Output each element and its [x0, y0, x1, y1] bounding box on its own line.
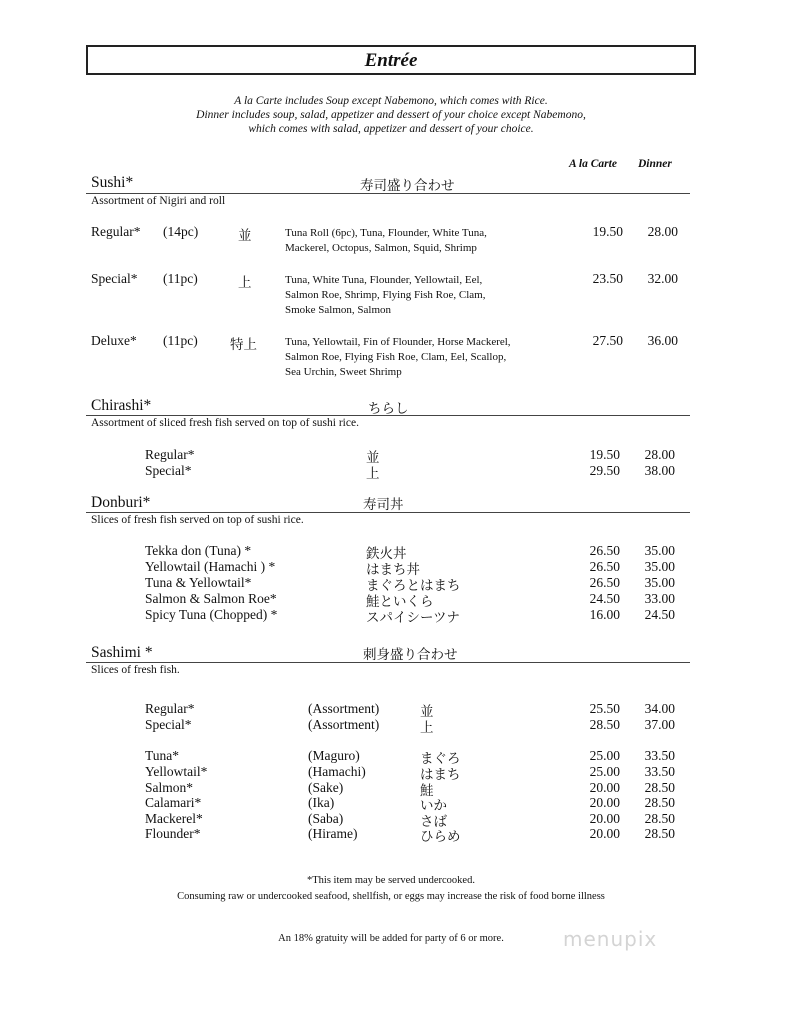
donburi-section-divider	[86, 512, 690, 513]
page-title: Entrée	[86, 45, 696, 75]
sashimi-item-name: Flounder*	[145, 826, 201, 841]
chirashi-special-jp: 上	[366, 466, 380, 482]
sashimi-item-name: Special*	[145, 717, 192, 732]
sashimi-item-jp: 並	[420, 704, 434, 720]
chirashi-regular-alacarte-price: 19.50	[589, 447, 620, 462]
sashimi-item-alacarte-price: 20.00	[589, 795, 620, 810]
gratuity-note: An 18% gratuity will be added for party of 6 or more.	[278, 933, 504, 944]
intro-line-2: Dinner includes soup, salad, appetizer and dessert of your choice except Nabemono,	[196, 109, 586, 121]
sashimi-item-dinner-price: 37.00	[644, 717, 675, 732]
donburi-item-alacarte-price: 26.50	[589, 543, 620, 558]
donburi-section-desc: Slices of fresh fish served on top of sushi rice.	[91, 514, 304, 526]
sashimi-item-jp: はまち	[420, 767, 461, 783]
sashimi-item-dinner-price: 28.50	[644, 780, 675, 795]
sashimi-item-alacarte-price: 20.00	[589, 826, 620, 841]
sashimi-item-alacarte-price: 25.00	[589, 764, 620, 779]
chirashi-section-divider	[86, 415, 690, 416]
sashimi-section-divider	[86, 662, 690, 663]
sashimi-section-desc: Slices of fresh fish.	[91, 664, 180, 676]
column-header-alacarte: A la Carte	[569, 158, 617, 170]
intro-line-3: which comes with salad, appetizer and dessert of your choice.	[248, 123, 534, 135]
sushi-regular-desc-line-1: Tuna Roll (6pc), Tuna, Flounder, White Tuna,	[285, 227, 487, 239]
sashimi-item-dinner-price: 28.50	[644, 811, 675, 826]
sushi-section-divider	[86, 193, 690, 194]
donburi-item-jp: 鮭といくら	[366, 594, 434, 610]
sashimi-item-dinner-price: 33.50	[644, 748, 675, 763]
sushi-regular-dinner-price: 28.00	[647, 224, 678, 239]
sashimi-item-alt-name: (Assortment)	[308, 717, 380, 732]
sashimi-item-name: Yellowtail*	[145, 764, 208, 779]
undercooked-note: *This item may be served undercooked.	[307, 875, 475, 886]
sashimi-item-dinner-price: 34.00	[644, 701, 675, 716]
sashimi-item-name: Salmon*	[145, 780, 194, 795]
sushi-special-desc-line-2: Salmon Roe, Shrimp, Flying Fish Roe, Clam,	[285, 289, 486, 301]
sashimi-item-dinner-price: 28.50	[644, 795, 675, 810]
sashimi-item-jp: まぐろ	[420, 751, 461, 767]
donburi-section-jp: 寿司丼	[363, 497, 404, 513]
sashimi-item-alt-name: (Maguro)	[308, 748, 360, 763]
donburi-item-dinner-price: 33.00	[644, 591, 675, 606]
sashimi-item-name: Tuna*	[145, 748, 180, 763]
sushi-section-desc: Assortment of Nigiri and roll	[91, 195, 226, 207]
sashimi-item-jp: ひらめ	[420, 829, 461, 845]
sushi-deluxe-pieces: (11pc)	[163, 333, 198, 348]
donburi-item-jp: はまち丼	[366, 562, 420, 578]
sashimi-item-alacarte-price: 25.00	[589, 748, 620, 763]
sashimi-item-name: Mackerel*	[145, 811, 203, 826]
sushi-special-dinner-price: 32.00	[647, 271, 678, 286]
sushi-regular-jp: 並	[238, 228, 252, 244]
sushi-special-name: Special*	[91, 271, 138, 286]
donburi-item-dinner-price: 35.00	[644, 543, 675, 558]
donburi-item-alacarte-price: 16.00	[589, 607, 620, 622]
sushi-section-title: Sushi*	[91, 174, 134, 191]
sushi-regular-alacarte-price: 19.50	[592, 224, 623, 239]
sashimi-item-jp: さば	[420, 814, 447, 830]
sushi-regular-name: Regular*	[91, 224, 141, 239]
donburi-section-title: Donburi*	[91, 494, 151, 511]
health-warning: Consuming raw or undercooked seafood, shellfish, or eggs may increase the risk of food borne illness	[177, 891, 605, 902]
sashimi-item-dinner-price: 33.50	[644, 764, 675, 779]
sashimi-item-jp: 上	[420, 720, 434, 736]
donburi-item-dinner-price: 35.00	[644, 575, 675, 590]
donburi-item-jp: 鉄火丼	[366, 546, 407, 562]
chirashi-section-desc: Assortment of sliced fresh fish served on top of sushi rice.	[91, 417, 359, 429]
donburi-item-name: Salmon & Salmon Roe*	[145, 591, 277, 606]
sushi-deluxe-name: Deluxe*	[91, 333, 137, 348]
sushi-regular-pieces: (14pc)	[163, 224, 199, 239]
sashimi-section-jp: 刺身盛り合わせ	[363, 647, 458, 663]
chirashi-special-name: Special*	[145, 463, 192, 478]
sashimi-item-alt-name: (Assortment)	[308, 701, 380, 716]
menupix-watermark: menupix	[563, 927, 658, 951]
donburi-item-alacarte-price: 26.50	[589, 559, 620, 574]
donburi-item-dinner-price: 24.50	[644, 607, 675, 622]
donburi-item-jp: まぐろとはまち	[366, 578, 461, 594]
donburi-item-name: Tekka don (Tuna) *	[145, 543, 252, 558]
sashimi-item-alacarte-price: 20.00	[589, 811, 620, 826]
sashimi-item-dinner-price: 28.50	[644, 826, 675, 841]
chirashi-special-dinner-price: 38.00	[644, 463, 675, 478]
column-header-dinner: Dinner	[638, 158, 672, 170]
sushi-regular-desc-line-2: Mackerel, Octopus, Salmon, Squid, Shrimp	[285, 242, 477, 254]
donburi-item-name: Spicy Tuna (Chopped) *	[145, 607, 278, 622]
sashimi-item-name: Calamari*	[145, 795, 202, 810]
chirashi-special-alacarte-price: 29.50	[589, 463, 620, 478]
chirashi-section-title: Chirashi*	[91, 397, 152, 414]
sashimi-item-alt-name: (Hirame)	[308, 826, 358, 841]
sushi-deluxe-jp: 特上	[230, 337, 257, 353]
chirashi-regular-jp: 並	[366, 450, 380, 466]
sashimi-item-jp: いか	[420, 798, 447, 814]
sashimi-section-title: Sashimi *	[91, 644, 153, 661]
sushi-deluxe-desc-line-2: Salmon Roe, Flying Fish Roe, Clam, Eel, Scallop,	[285, 351, 507, 363]
donburi-item-alacarte-price: 26.50	[589, 575, 620, 590]
sushi-special-pieces: (11pc)	[163, 271, 198, 286]
sashimi-item-alt-name: (Saba)	[308, 811, 344, 826]
intro-line-1: A la Carte includes Soup except Nabemono, which comes with Rice.	[234, 95, 548, 107]
sashimi-item-alt-name: (Hamachi)	[308, 764, 366, 779]
sushi-deluxe-alacarte-price: 27.50	[592, 333, 623, 348]
sashimi-item-jp: 鮭	[420, 783, 434, 799]
donburi-item-name: Yellowtail (Hamachi ) *	[145, 559, 276, 574]
sushi-deluxe-desc-line-1: Tuna, Yellowtail, Fin of Flounder, Horse Mackerel,	[285, 336, 511, 348]
donburi-item-alacarte-price: 24.50	[589, 591, 620, 606]
sashimi-item-name: Regular*	[145, 701, 195, 716]
sashimi-item-alacarte-price: 28.50	[589, 717, 620, 732]
sashimi-item-alacarte-price: 20.00	[589, 780, 620, 795]
sushi-special-desc-line-3: Smoke Salmon, Salmon	[285, 304, 392, 316]
sashimi-item-alt-name: (Ika)	[308, 795, 335, 810]
sushi-special-jp: 上	[238, 275, 252, 291]
sushi-deluxe-desc-line-3: Sea Urchin, Sweet Shrimp	[285, 366, 402, 378]
chirashi-section-jp: ちらし	[368, 401, 409, 417]
donburi-item-dinner-price: 35.00	[644, 559, 675, 574]
sashimi-item-alacarte-price: 25.50	[589, 701, 620, 716]
sushi-section-jp: 寿司盛り合わせ	[360, 178, 455, 194]
sushi-special-desc-line-1: Tuna, White Tuna, Flounder, Yellowtail, Eel,	[285, 274, 483, 286]
donburi-item-name: Tuna & Yellowtail*	[145, 575, 252, 590]
sushi-deluxe-dinner-price: 36.00	[647, 333, 678, 348]
sashimi-item-alt-name: (Sake)	[308, 780, 344, 795]
sushi-special-alacarte-price: 23.50	[592, 271, 623, 286]
donburi-item-jp: スパイシーツナ	[366, 610, 460, 626]
chirashi-regular-dinner-price: 28.00	[644, 447, 675, 462]
chirashi-regular-name: Regular*	[145, 447, 195, 462]
